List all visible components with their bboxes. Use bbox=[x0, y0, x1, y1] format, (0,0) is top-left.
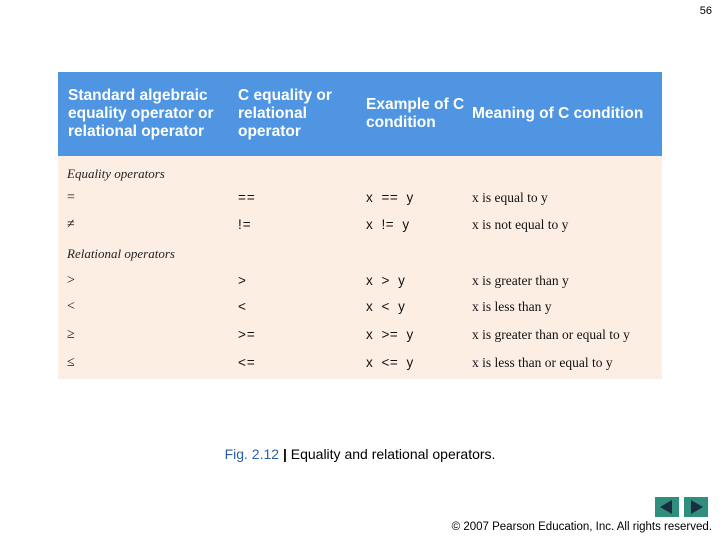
figure-caption bbox=[0, 446, 720, 462]
c-operator: > bbox=[238, 273, 247, 288]
operators-table bbox=[58, 72, 662, 379]
math-operator: < bbox=[67, 299, 75, 314]
figure-label: Fig. 2.12 bbox=[224, 446, 280, 462]
header-example: Example of C condition bbox=[366, 96, 465, 131]
table-row bbox=[58, 190, 662, 210]
table-row bbox=[58, 327, 662, 347]
caption-text: Equality and relational operators. bbox=[290, 446, 496, 462]
example-condition: x == y bbox=[366, 190, 414, 205]
example-condition: x < y bbox=[366, 299, 406, 314]
header-standard-algebraic: Standard algebraic equality operator or relational operator bbox=[68, 87, 214, 140]
math-operator: > bbox=[67, 273, 75, 288]
example-condition: x > y bbox=[366, 273, 406, 288]
table-header bbox=[58, 72, 662, 156]
meaning-text: x is greater than y bbox=[472, 273, 569, 288]
c-operator: <= bbox=[238, 355, 256, 370]
copyright-notice: © 2007 Pearson Education, Inc. All rights reserved. bbox=[451, 521, 712, 533]
next-slide-button[interactable] bbox=[684, 497, 708, 517]
example-condition: x <= y bbox=[366, 355, 414, 370]
meaning-text: x is greater than or equal to y bbox=[472, 327, 630, 342]
triangle-left-icon bbox=[660, 500, 672, 514]
table-row bbox=[58, 273, 662, 293]
previous-slide-button[interactable] bbox=[655, 497, 679, 517]
table-row bbox=[58, 355, 662, 375]
meaning-text: x is less than or equal to y bbox=[472, 355, 613, 370]
math-operator: ≥ bbox=[67, 327, 75, 342]
math-operator: = bbox=[67, 190, 75, 205]
header-meaning: Meaning of C condition bbox=[472, 105, 644, 122]
header-c-operator: C equality or relational operator bbox=[238, 87, 332, 140]
math-operator: ≠ bbox=[67, 217, 75, 232]
c-operator: < bbox=[238, 299, 247, 314]
page-number: 56 bbox=[699, 5, 712, 17]
example-condition: x >= y bbox=[366, 327, 414, 342]
meaning-text: x is less than y bbox=[472, 299, 552, 314]
meaning-text: x is not equal to y bbox=[472, 217, 569, 232]
table-row bbox=[58, 299, 662, 319]
math-operator: ≤ bbox=[67, 355, 75, 370]
table-row bbox=[58, 217, 662, 237]
caption-separator: | bbox=[282, 446, 287, 462]
c-operator: >= bbox=[238, 327, 256, 342]
c-operator: != bbox=[238, 217, 252, 232]
section-title-relational: Relational operators bbox=[67, 246, 175, 261]
section-title-equality: Equality operators bbox=[67, 166, 165, 181]
c-operator: == bbox=[238, 190, 256, 205]
triangle-right-icon bbox=[691, 500, 703, 514]
meaning-text: x is equal to y bbox=[472, 190, 548, 205]
example-condition: x != y bbox=[366, 217, 410, 232]
